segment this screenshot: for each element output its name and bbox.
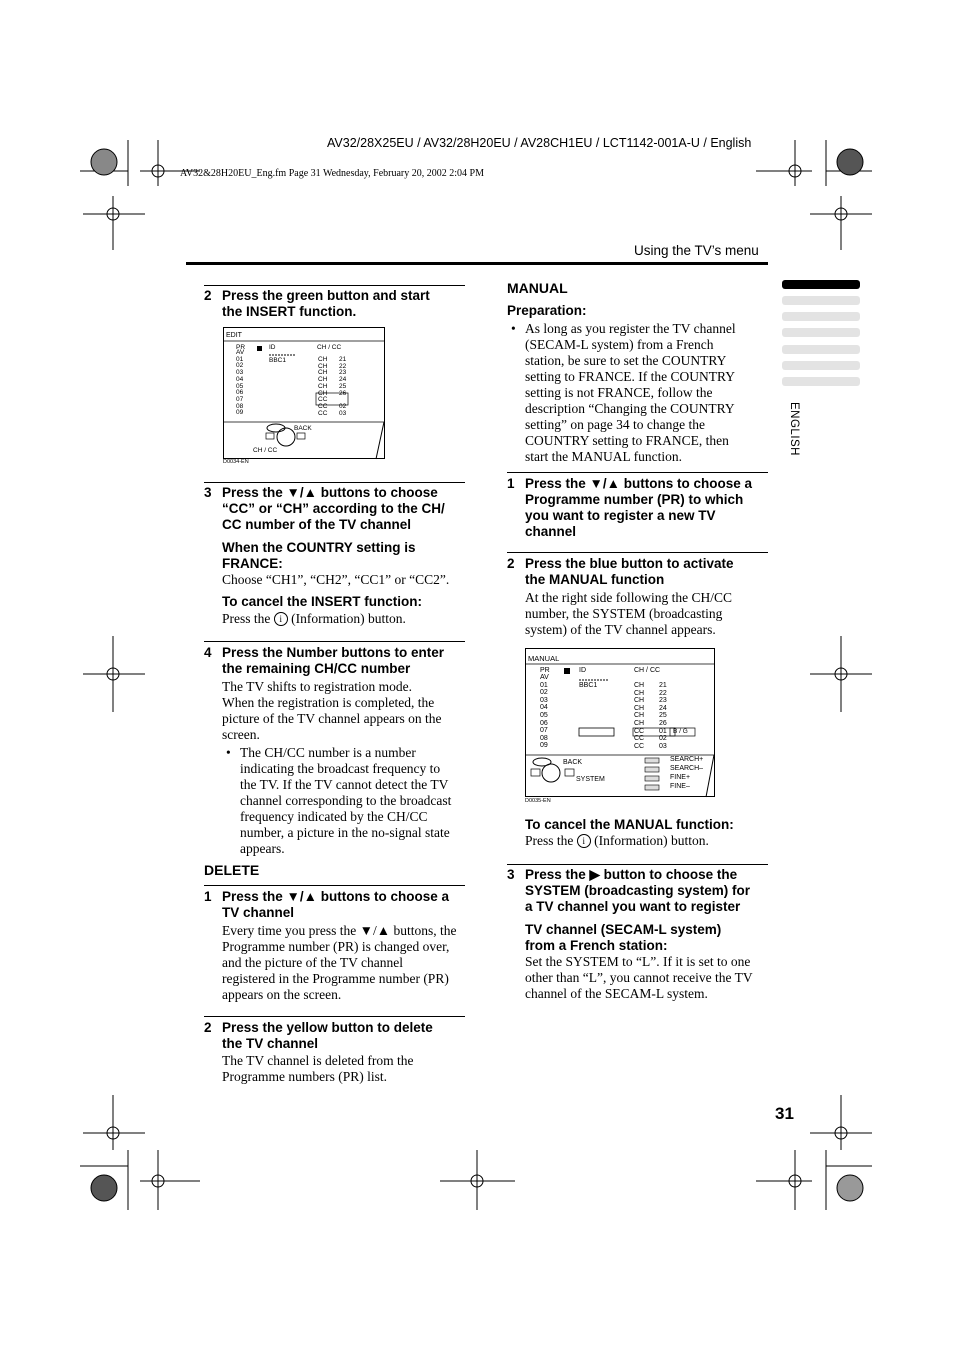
bullet-dot: •: [226, 745, 231, 760]
num-cell: 02: [339, 402, 347, 410]
ch-cell: CC: [318, 402, 328, 410]
page-number: 31: [775, 1104, 794, 1123]
ch-cell: CH: [634, 712, 645, 720]
body-line: Every time you press the ▼/▲ buttons, the: [222, 923, 457, 938]
pr-cell: 06: [540, 719, 548, 727]
ch-cell: CC: [634, 742, 645, 750]
figure-code: D0034-EN: [223, 459, 249, 465]
body-line: Programme numbers (PR) list.: [222, 1069, 387, 1084]
num-cell: 03: [659, 742, 667, 750]
bullet-line: the TV. If the TV cannot detect the TV: [240, 777, 449, 792]
ch-cell: CC: [634, 727, 645, 735]
info-icon: i: [274, 612, 288, 626]
pr-cell: 08: [540, 734, 548, 742]
col-chcc: CH / CC: [634, 667, 661, 674]
ch-cell: CH: [634, 697, 645, 705]
bullet-line: setting to FRANCE. If the COUNTRY: [525, 369, 736, 384]
body-line: system) of the TV channel appears.: [525, 622, 716, 637]
num-cell: 21: [659, 682, 667, 689]
num-cell: 22: [339, 362, 347, 370]
col-chcc: CH / CC: [317, 344, 342, 351]
col-id: ID: [579, 667, 586, 674]
tab-marker: [782, 328, 860, 337]
preparation-bullet: [511, 321, 736, 465]
ch-cell: CH: [318, 362, 328, 370]
col-pr: PR: [540, 667, 550, 674]
pr-cell: 05: [540, 711, 548, 719]
tab-marker: [782, 361, 860, 370]
col-id: ID: [269, 344, 276, 351]
cancel-manual-heading: To cancel the MANUAL function:: [525, 817, 734, 832]
tab-marker: [782, 312, 860, 321]
pr-cell: 04: [236, 375, 244, 383]
bullet-line: description “Changing the COUNTRY: [525, 401, 735, 416]
figure-code: D0035-EN: [525, 798, 551, 804]
info-icon: i: [577, 834, 591, 848]
ch-cell: CH: [634, 682, 645, 689]
num-cell: 01: [659, 727, 667, 735]
fine-minus-label: FINE–: [670, 783, 690, 790]
pr-list: [236, 350, 244, 417]
ch-cell: CH: [318, 356, 328, 363]
ch-cell: CH: [634, 719, 645, 727]
step-number: 1: [204, 889, 212, 904]
system-label: SYSTEM: [576, 776, 605, 783]
pr-cell: 09: [540, 742, 548, 750]
step-title: Press the yellow button to delete the TV channel: [222, 1020, 433, 1051]
step-title: Press the blue button to activate the MANUAL function: [525, 556, 734, 587]
pr-cell: AV: [236, 349, 245, 356]
search-minus-label: SEARCH–: [670, 765, 704, 772]
col-pr: PR: [236, 344, 246, 351]
delete-heading: DELETE: [204, 862, 260, 878]
system-value: B / G: [673, 728, 688, 735]
id-bbc1: BBC1: [579, 682, 598, 689]
back-label: BACK: [563, 759, 583, 766]
bullet-line: start the MANUAL function.: [525, 449, 682, 464]
num-cell: 03: [339, 409, 347, 417]
body-line: Programme number (PR) is changed over,: [222, 939, 450, 954]
country-body: Choose “CH1”, “CH2”, “CC1” or “CC2”.: [222, 572, 450, 587]
num-list: [339, 357, 346, 417]
ch-list: [634, 682, 644, 750]
step-number: 3: [507, 867, 515, 882]
tab-marker: [782, 345, 860, 354]
step-rule: [204, 885, 465, 886]
pr-cell: AV: [540, 674, 549, 681]
ch-cell: CH: [318, 389, 328, 397]
pr-cell: 06: [236, 389, 244, 397]
step-number: 1: [507, 476, 515, 491]
bullet-line: As long as you register the TV channel: [525, 321, 736, 336]
step-number: 2: [204, 288, 212, 303]
step-title: Press the ▼/▲ buttons to choose a TV channel: [222, 889, 450, 920]
body-line: The TV channel is deleted from the: [222, 1053, 414, 1068]
pr-cell: 04: [540, 704, 548, 712]
tab-marker-active: [782, 280, 860, 289]
edit-screen-svg: [223, 327, 385, 469]
step-number: 2: [507, 556, 515, 571]
header-rule: [186, 262, 768, 265]
bullet-line: station, be sure to set the COUNTRY: [525, 353, 727, 368]
step-title: Press the ▼/▲ buttons to choose a Programme number (PR) to which you want to register a new TV channel: [525, 476, 753, 539]
language-label: ENGLISH: [788, 402, 800, 456]
step-rule: [507, 472, 768, 473]
step-title: Press the Number buttons to enter the remaining CH/CC number: [222, 645, 445, 676]
screen-title: EDIT: [226, 332, 242, 339]
back-label: BACK: [294, 425, 312, 432]
num-cell: 25: [339, 382, 347, 390]
body-line: At the right side following the CH/CC: [525, 590, 732, 605]
body-line: When the registration is completed, the: [222, 695, 435, 710]
step-rule: [204, 285, 465, 286]
step-number: 2: [204, 1020, 212, 1035]
ch-cell: CH: [634, 689, 645, 697]
step-rule: [507, 552, 768, 553]
pr-cell: 03: [236, 369, 244, 377]
body-line: Set the SYSTEM to “L”. If it is set to one: [525, 954, 751, 969]
step-rule: [204, 482, 465, 483]
cancel-manual-body: Press the i (Information) button.: [525, 833, 709, 848]
ch-cell: CH: [634, 704, 645, 712]
delete-step1-body: [222, 923, 456, 1003]
bullet-line: COUNTRY setting to FRANCE, then: [525, 433, 729, 448]
country-heading: When the COUNTRY setting is FRANCE:: [222, 540, 416, 571]
screen-title: MANUAL: [528, 654, 560, 663]
step-title: Press the green button and start the INSERT function.: [222, 288, 430, 319]
manual-step2-body: [525, 590, 732, 638]
bullet-dot: •: [511, 321, 516, 336]
pr-cell: 02: [540, 689, 548, 697]
ch-cell: CC: [634, 735, 645, 743]
step-number: 4: [204, 645, 212, 660]
ch-list: [318, 357, 327, 417]
chcc-label: CH / CC: [253, 447, 278, 454]
body-line: appears on the screen.: [222, 987, 342, 1002]
num-cell: 23: [339, 369, 347, 377]
body-line: picture of the TV channel appears on the: [222, 711, 442, 726]
pr-cell: 02: [236, 362, 244, 370]
step-title: Press the ▶ button to choose the SYSTEM (broadcasting system) for a TV channel you want to register: [525, 867, 751, 914]
cancel-insert-heading: To cancel the INSERT function:: [222, 594, 423, 609]
pr-cell: 01: [540, 681, 548, 689]
step4-bullet: [226, 745, 452, 857]
num-cell: 26: [339, 389, 347, 397]
ch-cell: CC: [318, 396, 328, 404]
step-rule: [204, 641, 465, 642]
num-cell: 25: [659, 712, 667, 720]
num-cell: 23: [659, 697, 667, 705]
model-line: AV32/28X25EU / AV32/28H20EU / AV28CH1EU / LCT1142-001A-U / English: [327, 136, 752, 150]
body-line: screen.: [222, 727, 260, 742]
num-list: [659, 682, 667, 750]
fine-plus-label: FINE+: [670, 774, 691, 781]
secam-heading: TV channel (SECAM-L system) from a French station:: [525, 922, 722, 953]
num-cell: 24: [659, 704, 667, 712]
num-cell: 24: [339, 376, 347, 384]
bullet-line: appears.: [240, 841, 285, 856]
body-line: registered in the Programme number (PR): [222, 971, 449, 986]
pr-cell: 07: [236, 395, 244, 403]
ch-cell: CH: [318, 376, 328, 384]
body-line: and the picture of the TV channel: [222, 955, 403, 970]
body-line: other than “L”, you cannot receive the TV: [525, 970, 753, 985]
file-info: AV32&28H20EU_Eng.fm Page 31 Wednesday, February 20, 2002 2:04 PM: [180, 168, 484, 179]
cancel-insert-body: Press the i (Information) button.: [222, 611, 406, 626]
num-cell: 22: [659, 689, 667, 697]
bullet-line: setting” on page 34 to change the: [525, 417, 705, 432]
delete-step2-body: [222, 1053, 413, 1085]
tab-marker: [782, 377, 860, 386]
bullet-line: indicating the broadcast frequency to: [240, 761, 441, 776]
ch-cell: CH: [318, 369, 328, 377]
pr-cell: 09: [236, 409, 244, 417]
body-line: The TV shifts to registration mode.: [222, 679, 412, 694]
step4-body: [222, 679, 442, 743]
preparation-heading: Preparation:: [507, 303, 587, 318]
num-cell: 26: [659, 719, 667, 727]
pr-cell: 07: [540, 727, 548, 735]
tab-marker: [782, 296, 860, 305]
body-line: number, the SYSTEM (broadcasting: [525, 606, 723, 621]
bullet-line: (SECAM-L system) from a French: [525, 337, 714, 352]
num-cell: 21: [339, 356, 347, 363]
step-title: Press the ▼/▲ buttons to choose “CC” or “CH” according to the CH/ CC number of the TV channel: [222, 485, 445, 532]
secam-body: [525, 954, 753, 1002]
ch-cell: CC: [318, 409, 328, 417]
bullet-line: The CH/CC number is a number: [240, 745, 416, 760]
body-line: channel of the SECAM-L system.: [525, 986, 708, 1001]
section-title: Using the TV’s menu: [634, 243, 759, 258]
step-rule: [507, 864, 768, 865]
pr-cell: 05: [236, 382, 244, 390]
step-number: 3: [204, 485, 212, 500]
pr-cell: 08: [236, 402, 244, 410]
ch-cell: CH: [318, 382, 328, 390]
step-rule: [204, 1016, 465, 1017]
bullet-line: channel corresponding to the broadcast: [240, 793, 452, 808]
pr-cell: 01: [236, 355, 244, 363]
pr-cell: 03: [540, 696, 548, 704]
bullet-line: number, a picture in the no-signal state: [240, 825, 450, 840]
bullet-line: setting is not FRANCE, follow the: [525, 385, 713, 400]
bullet-line: frequency indicated by the CH/CC: [240, 809, 428, 824]
manual-heading: MANUAL: [507, 280, 568, 296]
pr-list: [540, 674, 549, 750]
search-plus-label: SEARCH+: [670, 756, 704, 763]
num-cell: 02: [659, 735, 667, 743]
id-bbc1: BBC1: [269, 357, 286, 364]
